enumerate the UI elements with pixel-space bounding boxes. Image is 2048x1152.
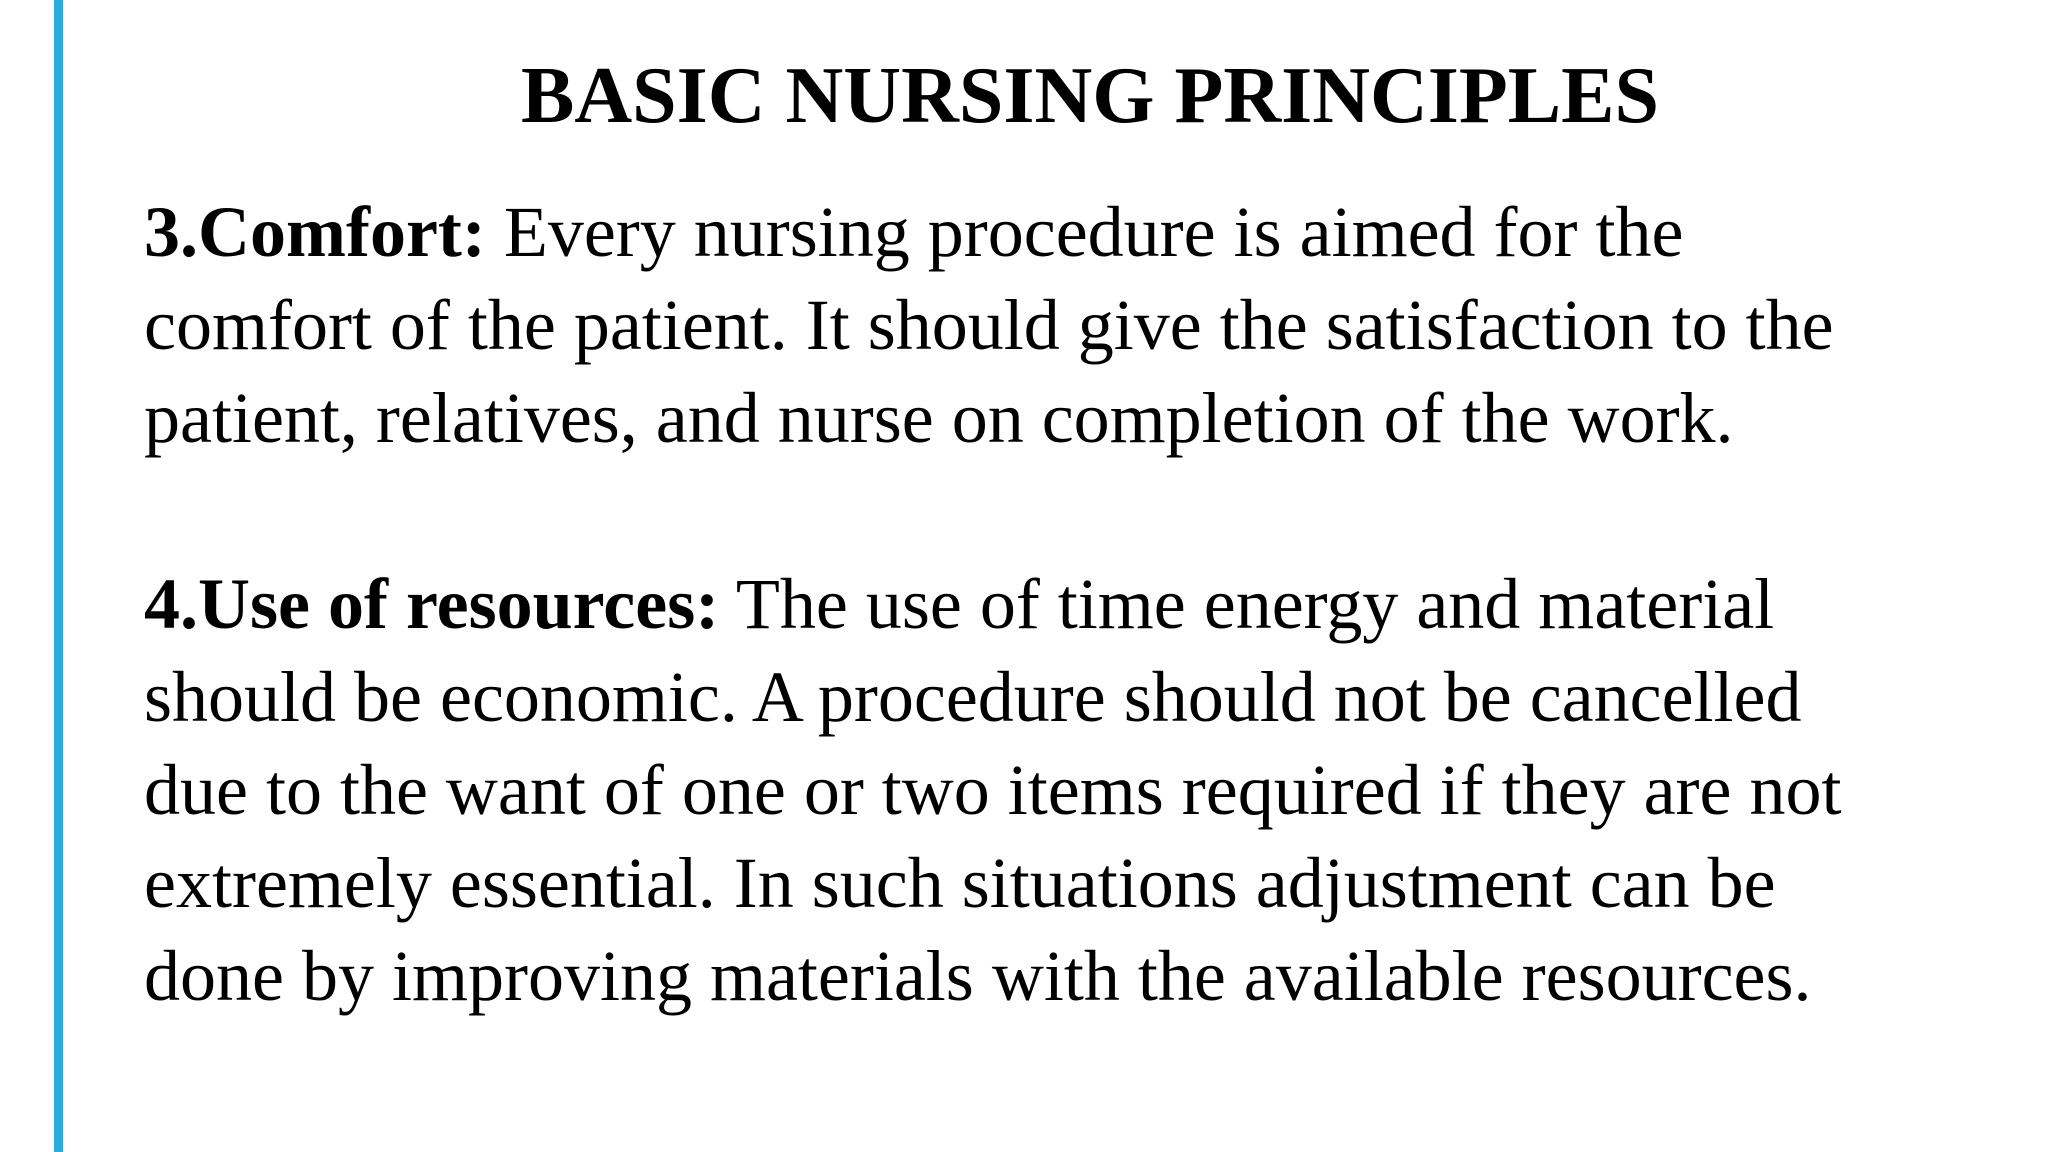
principle-comfort-heading: 3.Comfort: — [144, 192, 486, 272]
slide-title: BASIC NURSING PRINCIPLES — [520, 52, 1659, 140]
principle-comfort-text-3: patient, relatives, and nurse on completion of the work. — [144, 378, 1734, 458]
principle-comfort-text-1: Every nursing procedure is aimed for the — [485, 192, 1684, 272]
principle-resources-text-5: done by improving materials with the available resources. — [144, 936, 1812, 1016]
principle-comfort-line-1 — [144, 186, 2024, 279]
principle-comfort — [144, 186, 2024, 465]
principle-comfort-text-2: comfort of the patient. It should give the satisfaction to the — [144, 285, 1834, 365]
principle-resources-heading: 4.Use of resources: — [144, 564, 720, 644]
principle-resources-line-1 — [144, 558, 2024, 651]
principle-resources-text-3: due to the want of one or two items required if they are not — [144, 750, 1842, 830]
principle-resources-text-2: should be economic. A procedure should not be cancelled — [144, 657, 1802, 737]
left-accent-bar — [54, 0, 63, 1152]
principle-use-of-resources — [144, 558, 2024, 1023]
principle-resources-text-1: The use of time energy and material — [719, 564, 1775, 644]
slide-body — [144, 186, 2024, 1023]
principle-resources-text-4: extremely essential. In such situations adjustment can be — [144, 843, 1776, 923]
